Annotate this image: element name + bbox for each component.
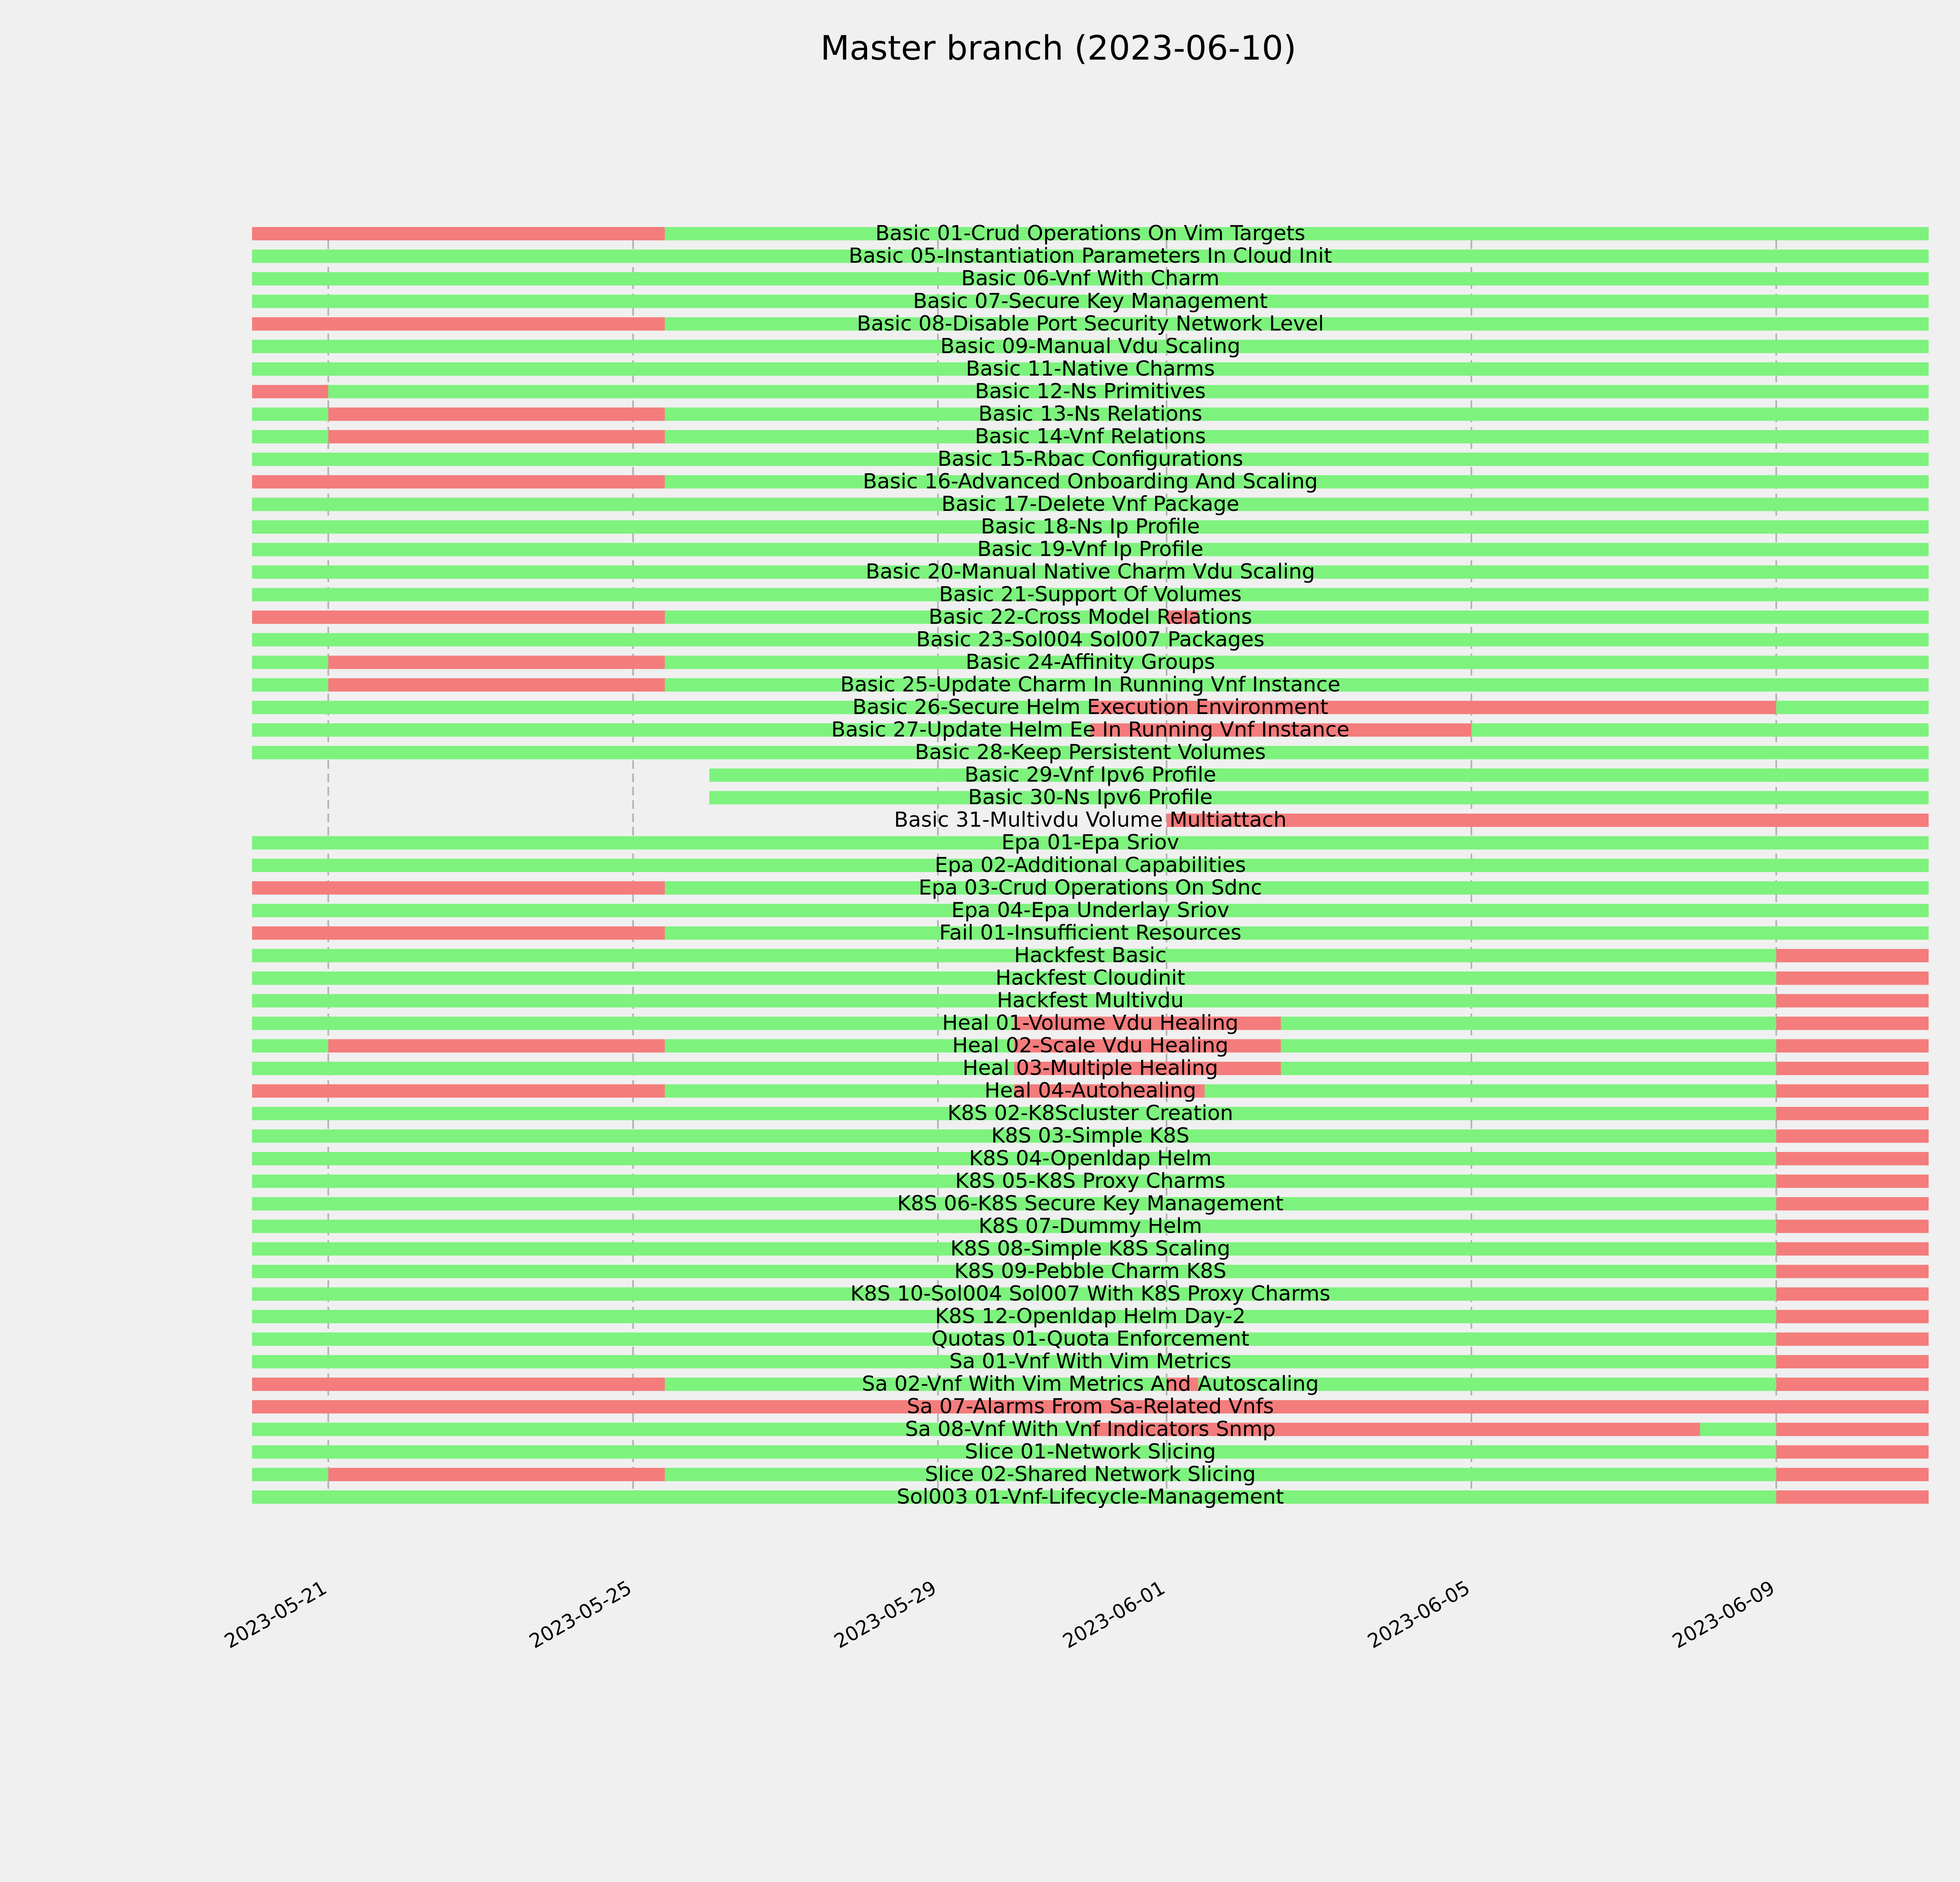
fail-segment xyxy=(1776,1310,1929,1323)
fail-segment xyxy=(1776,1107,1929,1120)
row-label: Fail 01-Insufficient Resources xyxy=(939,921,1241,945)
pass-segment xyxy=(1281,1039,1777,1052)
row-label: Epa 02-Additional Capabilities xyxy=(935,853,1246,877)
fail-segment xyxy=(1776,1039,1929,1052)
row-label: Basic 24-Affinity Groups xyxy=(965,650,1215,674)
row-label: Epa 03-Crud Operations On Sdnc xyxy=(918,876,1262,900)
fail-segment xyxy=(1776,1332,1929,1346)
row-label: Basic 23-Sol004 Sol007 Packages xyxy=(916,627,1265,652)
row-label: Slice 01-Network Slicing xyxy=(965,1439,1216,1464)
row-label: Heal 04-Autohealing xyxy=(984,1079,1196,1103)
row-label: Sol003 01-Vnf-Lifecycle-Management xyxy=(897,1484,1284,1509)
row-label: K8S 08-Simple K8S Scaling xyxy=(950,1236,1230,1261)
row-label: K8S 12-Openldap Helm Day-2 xyxy=(935,1304,1246,1328)
pass-segment xyxy=(252,407,328,421)
row-label: Sa 08-Vnf With Vnf Indicators Snmp xyxy=(905,1417,1276,1441)
fail-segment xyxy=(1776,1017,1929,1030)
fail-segment xyxy=(1776,1287,1929,1301)
row-label: Basic 31-Multivdu Volume Multiattach xyxy=(894,808,1287,832)
row-label: Epa 01-Epa Sriov xyxy=(1001,830,1180,855)
fail-segment xyxy=(328,407,665,421)
row-label: Basic 22-Cross Model Relations xyxy=(928,605,1252,629)
pass-segment xyxy=(665,430,1929,443)
pass-segment xyxy=(709,768,1929,782)
row-label: K8S 03-Simple K8S xyxy=(991,1124,1190,1148)
row-label: Sa 07-Alarms From Sa-Related Vnfs xyxy=(907,1394,1274,1419)
row-label: Basic 20-Manual Native Charm Vdu Scaling xyxy=(866,560,1315,584)
pass-segment xyxy=(1700,1423,1776,1436)
row-label: Basic 17-Delete Vnf Package xyxy=(941,492,1240,516)
row-label: Basic 18-Ns Ip Profile xyxy=(981,514,1200,539)
row-label: Basic 25-Update Charm In Running Vnf Instance xyxy=(840,672,1341,697)
fail-segment xyxy=(1776,1130,1929,1143)
fail-segment xyxy=(1776,1175,1929,1188)
pass-segment xyxy=(709,791,1929,805)
fail-segment xyxy=(1776,1400,1929,1413)
fail-segment xyxy=(1776,1490,1929,1504)
row-label: Basic 11-Native Charms xyxy=(965,356,1215,381)
row-label: K8S 07-Dummy Helm xyxy=(978,1214,1202,1238)
row-label: Sa 02-Vnf With Vim Metrics And Autoscaling xyxy=(862,1372,1319,1396)
row-label: Basic 19-Vnf Ip Profile xyxy=(977,537,1203,561)
fail-segment xyxy=(252,227,665,240)
row-label: Basic 06-Vnf With Charm xyxy=(961,266,1220,291)
x-tick-label: 2023-06-01 xyxy=(1059,1576,1169,1653)
row-label: Basic 12-Ns Primitives xyxy=(975,379,1206,403)
fail-segment xyxy=(252,1378,665,1391)
pass-segment xyxy=(1281,1062,1777,1075)
fail-segment xyxy=(252,385,328,398)
fail-segment xyxy=(1776,1197,1929,1210)
fail-segment xyxy=(1776,949,1929,962)
x-tick-label: 2023-06-05 xyxy=(1363,1576,1474,1653)
row-label: Hackfest Cloudinit xyxy=(995,966,1185,990)
row-label: K8S 06-K8S Secure Key Management xyxy=(897,1191,1284,1215)
row-label: Basic 27-Update Helm Ee In Running Vnf Instance xyxy=(831,718,1350,742)
fail-segment xyxy=(1776,1220,1929,1233)
row-label: Basic 13-Ns Relations xyxy=(978,401,1203,426)
fail-segment xyxy=(1776,1378,1929,1391)
pass-segment xyxy=(252,1039,328,1052)
fail-segment xyxy=(1776,1085,1929,1098)
chart-title: Master branch (2023-06-10) xyxy=(820,29,1297,68)
fail-segment xyxy=(252,475,665,489)
row-label: Basic 07-Secure Key Management xyxy=(913,289,1268,313)
row-label: Basic 29-Vnf Ipv6 Profile xyxy=(964,763,1216,787)
pass-segment xyxy=(1472,723,1929,737)
pass-segment xyxy=(1776,701,1929,714)
x-tick-labels xyxy=(221,1576,1779,1653)
x-tick-label: 2023-05-29 xyxy=(830,1576,940,1653)
row-label: Basic 30-Ns Ipv6 Profile xyxy=(968,785,1213,810)
row-label: Sa 01-Vnf With Vim Metrics xyxy=(949,1349,1232,1373)
fail-segment xyxy=(1776,994,1929,1007)
fail-segment xyxy=(252,317,665,331)
row-label: Basic 01-Crud Operations On Vim Targets xyxy=(875,221,1305,245)
row-label: Basic 14-Vnf Relations xyxy=(975,424,1206,449)
fail-segment xyxy=(252,1085,665,1098)
pass-segment xyxy=(665,656,1929,669)
fail-segment xyxy=(252,881,665,895)
row-label: Hackfest Basic xyxy=(1014,943,1167,967)
fail-segment xyxy=(1776,1445,1929,1459)
fail-segment xyxy=(328,1468,665,1481)
fail-segment xyxy=(1776,1265,1929,1278)
pass-segment xyxy=(252,656,328,669)
row-label: Basic 28-Keep Persistent Volumes xyxy=(915,740,1266,765)
row-label: K8S 04-Openldap Helm xyxy=(969,1146,1212,1170)
x-tick-label: 2023-06-09 xyxy=(1668,1576,1779,1653)
pass-segment xyxy=(665,881,1929,895)
pass-segment xyxy=(665,1085,1014,1098)
row-label: K8S 02-K8Scluster Creation xyxy=(947,1101,1233,1125)
row-label: Basic 21-Support Of Volumes xyxy=(939,582,1242,607)
fail-segment xyxy=(1776,972,1929,985)
fail-segment xyxy=(1776,1355,1929,1368)
pass-segment xyxy=(665,926,1929,940)
row-label: K8S 09-Pebble Charm K8S xyxy=(954,1259,1227,1283)
row-label: Epa 04-Epa Underlay Sriov xyxy=(951,898,1230,922)
row-label: Basic 05-Instantiation Parameters In Cloud Init xyxy=(848,244,1332,268)
fail-segment xyxy=(328,1039,665,1052)
row-label: Basic 15-Rbac Configurations xyxy=(937,447,1243,471)
fail-segment xyxy=(328,430,665,443)
fail-segment xyxy=(1776,1468,1929,1481)
fail-segment xyxy=(328,656,665,669)
fail-segment xyxy=(1776,1152,1929,1165)
row-label: Hackfest Multivdu xyxy=(997,988,1184,1013)
fail-segment xyxy=(252,926,665,940)
fail-segment xyxy=(1776,1242,1929,1255)
row-label: Basic 08-Disable Port Security Network Level xyxy=(857,311,1324,336)
fail-segment xyxy=(252,610,665,624)
fail-segment xyxy=(1776,1062,1929,1075)
row-label: Quotas 01-Quota Enforcement xyxy=(931,1327,1249,1351)
row-label: Heal 02-Scale Vdu Healing xyxy=(952,1034,1229,1058)
fail-segment xyxy=(1776,1423,1929,1436)
fail-segment xyxy=(328,678,665,692)
x-tick-label: 2023-05-21 xyxy=(220,1576,331,1653)
row-label: K8S 10-Sol004 Sol007 With K8S Proxy Charms xyxy=(850,1282,1330,1306)
row-label: K8S 05-K8S Proxy Charms xyxy=(955,1169,1226,1193)
pass-segment xyxy=(665,407,1929,421)
pass-segment xyxy=(252,1468,328,1481)
row-label: Basic 16-Advanced Onboarding And Scaling xyxy=(863,469,1318,494)
row-label: Heal 03-Multiple Healing xyxy=(962,1056,1218,1080)
pass-segment xyxy=(1281,1017,1777,1030)
row-label: Heal 01-Volume Vdu Healing xyxy=(942,1011,1239,1035)
row-label: Slice 02-Shared Network Slicing xyxy=(925,1462,1256,1486)
pass-segment xyxy=(1205,1085,1776,1098)
pass-segment xyxy=(252,678,328,692)
pass-segment xyxy=(252,430,328,443)
pass-segment xyxy=(252,1017,1014,1030)
row-label: Basic 09-Manual Vdu Scaling xyxy=(940,334,1241,358)
row-label: Basic 26-Secure Helm Execution Environment xyxy=(852,695,1328,719)
pass-segment xyxy=(1198,610,1929,624)
pass-segment xyxy=(252,1062,1014,1075)
x-tick-label: 2023-05-25 xyxy=(525,1576,636,1653)
